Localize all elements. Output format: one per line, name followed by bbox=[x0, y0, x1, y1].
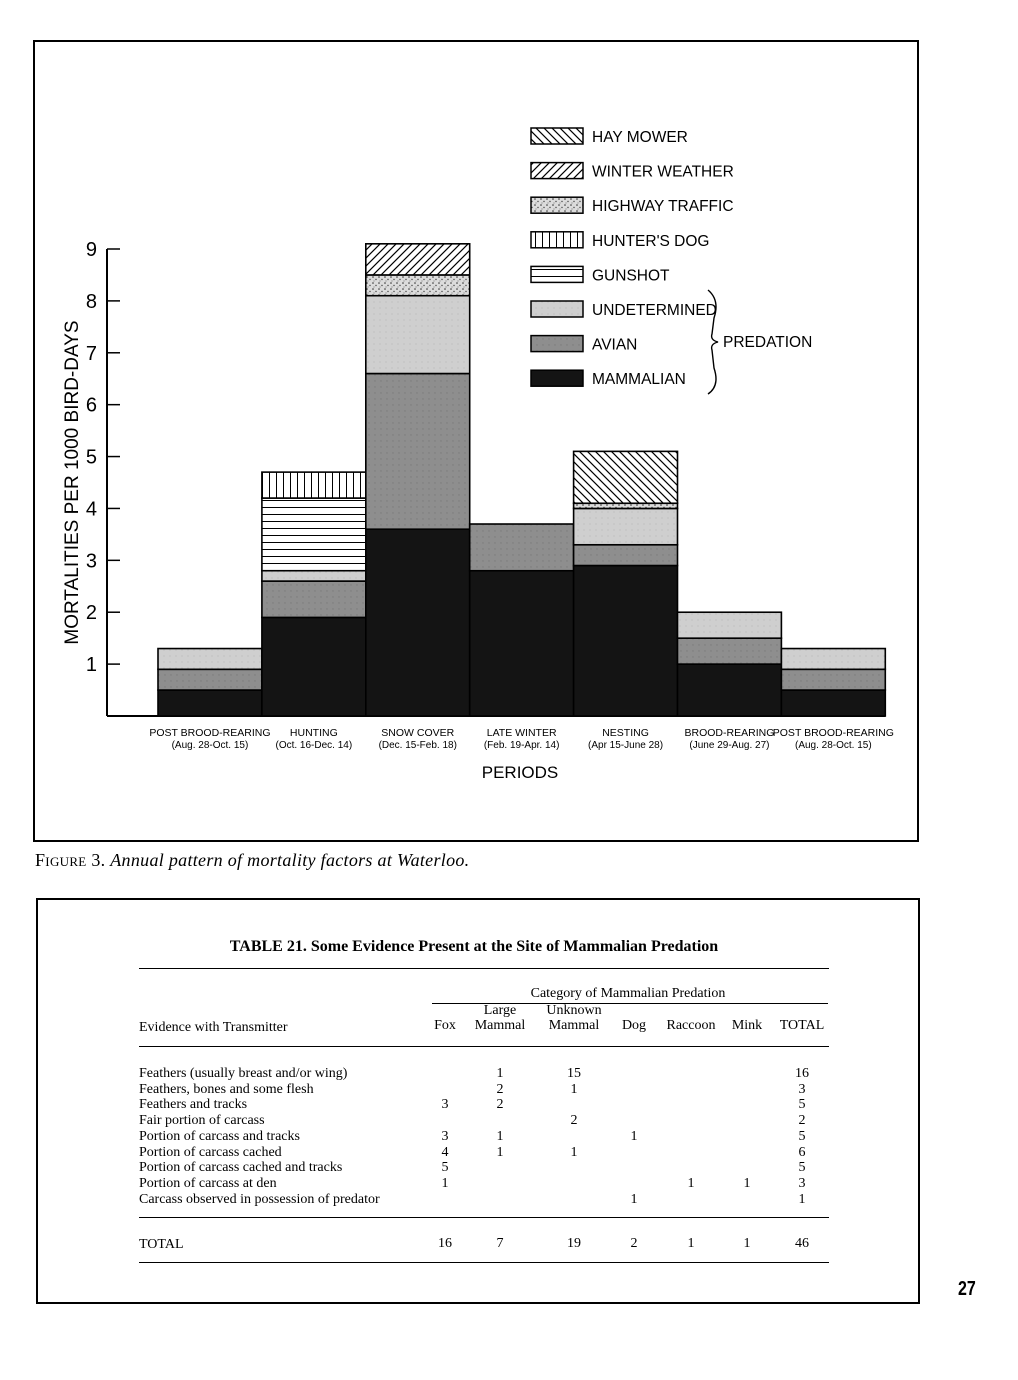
table-cell: 15 bbox=[567, 1066, 581, 1081]
column-header-3: Mammal bbox=[548, 1018, 600, 1033]
bar-avian-1 bbox=[158, 669, 262, 690]
x-category-label-7: POST BROOD-REARING bbox=[772, 727, 894, 739]
legend-swatch-traffic bbox=[531, 197, 583, 213]
bar-traffic-3 bbox=[366, 275, 470, 296]
figure-caption-label: Figure 3. bbox=[35, 850, 106, 870]
table-group-header: Category of Mammalian Predation bbox=[530, 986, 726, 1001]
table-cell: 2 bbox=[570, 1113, 578, 1129]
y-tick-label-3: 3 bbox=[85, 550, 97, 573]
table-cell: 5 bbox=[798, 1097, 806, 1113]
bar-gunshot-2 bbox=[262, 498, 366, 571]
x-category-dates-5: (Apr 15-June 28) bbox=[588, 740, 664, 751]
table-cell: 1 bbox=[798, 1191, 806, 1207]
total-cell: 1 bbox=[687, 1236, 695, 1251]
bar-undetermined-1 bbox=[158, 649, 262, 670]
legend-swatch-mower bbox=[531, 128, 583, 144]
table-rule-top bbox=[139, 968, 829, 969]
table-rule-bottom bbox=[139, 1262, 829, 1263]
x-category-dates-4: (Feb. 19-Apr. 14) bbox=[483, 740, 560, 751]
bar-avian-3 bbox=[366, 374, 470, 530]
table-cell: 2 bbox=[496, 1081, 504, 1097]
column-header-2-line1: Large bbox=[483, 1003, 517, 1018]
total-cell: 16 bbox=[438, 1236, 452, 1251]
total-row-label: TOTAL bbox=[139, 1237, 184, 1252]
x-category-dates-7: (Aug. 28-Oct. 15) bbox=[794, 740, 872, 751]
table-row-label: Feathers, bones and some flesh bbox=[139, 1081, 314, 1097]
bar-avian-5 bbox=[574, 545, 678, 566]
legend-swatch-mammalian bbox=[531, 370, 583, 386]
x-axis-label: PERIODS bbox=[481, 763, 559, 782]
x-category-dates-6: (June 29-Aug. 27) bbox=[689, 740, 770, 751]
table-row-label: Carcass observed in possession of predator bbox=[139, 1191, 380, 1207]
bar-undetermined-3 bbox=[366, 296, 470, 374]
bar-avian-6 bbox=[678, 638, 782, 664]
x-category-dates-2: (Oct. 16-Dec. 14) bbox=[275, 740, 353, 751]
column-header-6: Mink bbox=[731, 1018, 763, 1033]
table-row-label: Portion of carcass and tracks bbox=[139, 1128, 300, 1144]
total-cell: 2 bbox=[630, 1236, 638, 1251]
legend-label-weather: WINTER WEATHER bbox=[592, 163, 734, 181]
y-axis-label: MORTALITIES PER 1000 BIRD-DAYS bbox=[62, 320, 83, 645]
table-row-label: Feathers (usually breast and/or wing) bbox=[139, 1066, 348, 1081]
legend-label-dog: HUNTER'S DOG bbox=[592, 232, 710, 250]
table-cell: 3 bbox=[441, 1097, 449, 1113]
x-category-label-1: POST BROOD-REARING bbox=[149, 727, 271, 739]
y-tick-label-5: 5 bbox=[85, 446, 97, 469]
bar-mammalian-2 bbox=[262, 617, 366, 716]
table-rule-total bbox=[139, 1217, 829, 1218]
table-cell: 3 bbox=[798, 1081, 806, 1097]
bar-mammalian-7 bbox=[781, 690, 885, 716]
legend-swatch-gunshot bbox=[531, 266, 583, 282]
total-cell: 19 bbox=[567, 1236, 581, 1251]
column-header-5: Raccoon bbox=[666, 1018, 716, 1033]
table-cell: 5 bbox=[798, 1160, 806, 1176]
legend-swatch-undetermined bbox=[531, 301, 583, 317]
y-tick-label-7: 7 bbox=[85, 342, 97, 365]
bar-mammalian-3 bbox=[366, 529, 470, 716]
x-category-label-5: NESTING bbox=[602, 727, 649, 739]
bar-undetermined-2 bbox=[262, 571, 366, 581]
legend-swatch-weather bbox=[531, 163, 583, 179]
table-cell: 1 bbox=[496, 1144, 504, 1160]
table-row-label: Portion of carcass cached bbox=[139, 1144, 282, 1160]
y-tick-label-4: 4 bbox=[85, 498, 97, 521]
x-category-label-2: HUNTING bbox=[289, 727, 338, 739]
bar-dog-2 bbox=[262, 472, 366, 498]
bar-avian-2 bbox=[262, 581, 366, 617]
table-cell: 3 bbox=[798, 1175, 806, 1191]
table-title: TABLE 21. Some Evidence Present at the Site of Mammalian Predation bbox=[229, 938, 719, 955]
table-cell: 1 bbox=[687, 1175, 695, 1191]
x-category-dates-1: (Aug. 28-Oct. 15) bbox=[171, 740, 249, 751]
table-cell: 1 bbox=[496, 1066, 504, 1081]
column-header-2: Mammal bbox=[474, 1018, 526, 1033]
bar-weather-3 bbox=[366, 244, 470, 275]
table-row-label: Portion of carcass cached and tracks bbox=[139, 1160, 343, 1176]
bar-undetermined-6 bbox=[678, 612, 782, 638]
legend-label-mower: HAY MOWER bbox=[592, 129, 688, 146]
x-category-label-3: SNOW COVER bbox=[381, 727, 455, 739]
table-cell: 2 bbox=[496, 1097, 504, 1113]
table-cell: 6 bbox=[798, 1144, 806, 1160]
legend-label-traffic: HIGHWAY TRAFFIC bbox=[592, 198, 734, 216]
bar-mower-5 bbox=[574, 451, 678, 503]
table-cell: 5 bbox=[798, 1128, 806, 1144]
table-row-label: Fair portion of carcass bbox=[139, 1113, 265, 1129]
table-cell: 1 bbox=[630, 1191, 638, 1207]
table-cell: 1 bbox=[630, 1128, 638, 1144]
page-number: 27 bbox=[958, 1278, 976, 1300]
table-rule-header bbox=[139, 1046, 829, 1047]
legend-label-avian: AVIAN bbox=[592, 336, 638, 354]
y-tick-label-8: 8 bbox=[85, 290, 97, 313]
total-cell: 7 bbox=[496, 1236, 504, 1251]
table-cell: 1 bbox=[496, 1128, 504, 1144]
x-category-label-4: LATE WINTER bbox=[486, 727, 557, 739]
figure-caption bbox=[35, 850, 469, 871]
table-cell: 2 bbox=[798, 1113, 806, 1129]
figure-caption-text: Annual pattern of mortality factors at Waterloo. bbox=[110, 850, 470, 870]
table-cell: 1 bbox=[743, 1175, 751, 1191]
row-header: Evidence with Transmitter bbox=[139, 1020, 288, 1035]
legend-label-undetermined: UNDETERMINED bbox=[592, 302, 717, 319]
total-cell: 1 bbox=[743, 1236, 751, 1251]
column-header-7: TOTAL bbox=[779, 1018, 825, 1033]
x-category-dates-3: (Dec. 15-Feb. 18) bbox=[378, 740, 457, 751]
legend-label-gunshot: GUNSHOT bbox=[592, 267, 670, 285]
bar-mammalian-1 bbox=[158, 690, 262, 716]
bar-mammalian-5 bbox=[574, 566, 678, 716]
table-row-label: Portion of carcass at den bbox=[139, 1175, 277, 1191]
column-header-4: Dog bbox=[621, 1018, 647, 1033]
bar-avian-4 bbox=[470, 524, 574, 571]
bar-avian-7 bbox=[781, 669, 885, 690]
column-header-1: Fox bbox=[434, 1018, 456, 1033]
legend-label-mammalian: MAMMALIAN bbox=[592, 371, 686, 389]
table-cell: 5 bbox=[441, 1160, 449, 1176]
bar-undetermined-7 bbox=[781, 649, 885, 670]
bar-mammalian-4 bbox=[470, 571, 574, 716]
legend-predation-label: PREDATION bbox=[723, 334, 813, 351]
x-category-label-6: BROOD-REARING bbox=[684, 727, 775, 739]
table-cell: 1 bbox=[570, 1081, 578, 1097]
total-cell: 46 bbox=[795, 1236, 809, 1251]
column-header-3-line1: Unknown bbox=[546, 1003, 602, 1018]
y-tick-label-6: 6 bbox=[85, 394, 97, 417]
y-tick-label-1: 1 bbox=[85, 654, 97, 677]
table-row-label: Feathers and tracks bbox=[139, 1097, 248, 1113]
table-cell: 1 bbox=[570, 1144, 578, 1160]
bar-undetermined-5 bbox=[574, 508, 678, 544]
table-cell: 16 bbox=[795, 1066, 809, 1081]
table-cell: 3 bbox=[441, 1128, 449, 1144]
legend-swatch-avian bbox=[531, 336, 583, 352]
legend-swatch-dog bbox=[531, 232, 583, 248]
y-tick-label-2: 2 bbox=[85, 602, 97, 625]
bar-mammalian-6 bbox=[678, 664, 782, 716]
table-cell: 1 bbox=[441, 1175, 449, 1191]
table-cell: 4 bbox=[441, 1144, 449, 1160]
y-tick-label-9: 9 bbox=[85, 239, 97, 261]
